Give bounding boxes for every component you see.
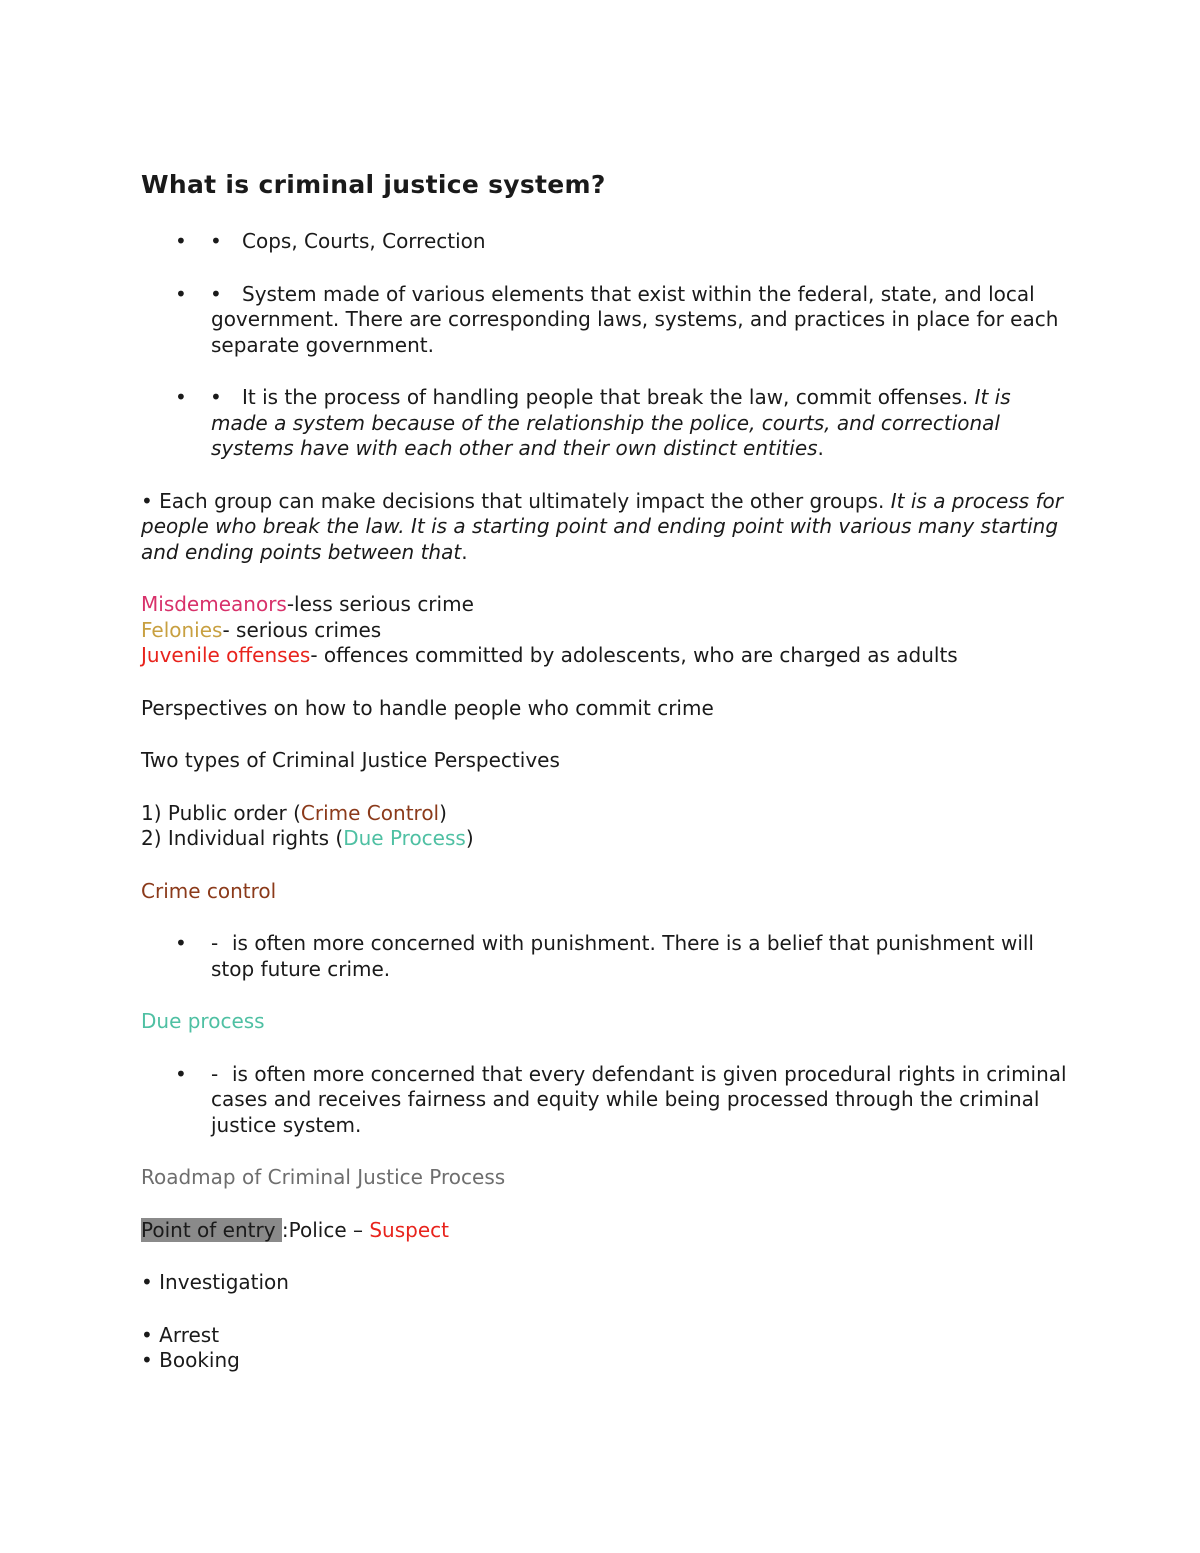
dash-icon: - (211, 931, 219, 955)
list-item (141, 282, 1071, 359)
paragraph (141, 489, 1071, 566)
bullet-text: Cops, Courts, Correction (242, 229, 486, 253)
list-item (141, 1062, 1071, 1139)
types-list (141, 801, 1071, 852)
type-term: Crime Control (300, 800, 440, 825)
terms-block (141, 592, 1071, 669)
list-item (141, 931, 1071, 982)
entry-suspect: Suspect (369, 1217, 449, 1242)
due-process-heading: Due process (141, 1009, 265, 1033)
term-misdemeanors (141, 592, 1071, 618)
steps-list (141, 1323, 1071, 1374)
document-body (141, 168, 1071, 1401)
step-arrest: • Arrest (141, 1322, 220, 1347)
bullet-text-italic: It is made a system because of the relationship the police, courts, and correctional systems have with each other and their own distinct entities (211, 385, 1011, 460)
bullet-text: is often more concerned with punishment. There is a belief that punishment will stop future crime. (211, 931, 1034, 981)
bullet-icon: • (175, 931, 187, 955)
bullet-text-end: . (817, 436, 824, 460)
term-definition: -less serious crime (286, 592, 474, 616)
two-types-heading: Two types of Criminal Justice Perspectives (141, 748, 560, 772)
type-prefix: 1) Public order ( (141, 800, 301, 825)
bullet-text-plain: It is the process of handling people that break the law, commit offenses. (242, 385, 975, 409)
roadmap-heading: Roadmap of Criminal Justice Process (141, 1165, 506, 1189)
term-label: Juvenile offenses (141, 643, 311, 667)
bullet-text (211, 385, 1071, 462)
paragraph-end: . (461, 539, 468, 564)
bullet-icon: • (175, 385, 187, 409)
bullet-icon: • (210, 229, 222, 253)
type-public-order (141, 801, 1071, 827)
step-booking: • Booking (141, 1348, 240, 1372)
bullet-icon: • (175, 281, 187, 306)
paragraph-plain: • Each group can make decisions that ultimately impact the other groups. (141, 488, 891, 513)
term-label: Misdemeanors (141, 592, 287, 616)
bullet-icon: • (175, 229, 187, 253)
type-suffix: ) (465, 826, 474, 850)
bullet-icon: • (175, 1061, 187, 1086)
type-prefix: 2) Individual rights ( (141, 826, 344, 850)
bullet-text: System made of various elements that exist within the federal, state, and local government. There are corresponding laws, systems, and practices in place for each separate government. (211, 281, 1059, 357)
crime-control-heading: Crime control (141, 878, 277, 903)
type-suffix: ) (439, 800, 447, 825)
perspectives-intro: Perspectives on how to handle people who commit crime (141, 695, 714, 720)
entry-police: :Police – (281, 1217, 370, 1242)
point-of-entry (141, 1218, 1071, 1244)
bullet-icon: • (210, 385, 222, 409)
term-label: Felonies (141, 617, 223, 642)
list-item (141, 229, 1071, 255)
term-juvenile (141, 643, 1071, 669)
type-term: Due Process (343, 826, 466, 850)
dash-icon: - (211, 1061, 219, 1086)
term-felonies (141, 618, 1071, 644)
step-investigation: • Investigation (141, 1270, 289, 1294)
term-definition: - offences committed by adolescents, who are charged as adults (310, 643, 958, 667)
paragraph-italic: It is a process for people who break the law. It is a starting point and ending point with various many starting and ending points between that (141, 488, 1063, 564)
term-definition: - serious crimes (222, 617, 382, 642)
page-title: What is criminal justice system? (141, 170, 606, 199)
bullet-text: is often more concerned that every defendant is given procedural rights in criminal cases and receives fairness and equity while being processed through the criminal justice system. (211, 1061, 1067, 1137)
type-individual-rights (141, 826, 1071, 852)
bullet-icon: • (210, 281, 222, 306)
list-item (141, 385, 1071, 462)
entry-label: Point of entry (141, 1217, 282, 1242)
